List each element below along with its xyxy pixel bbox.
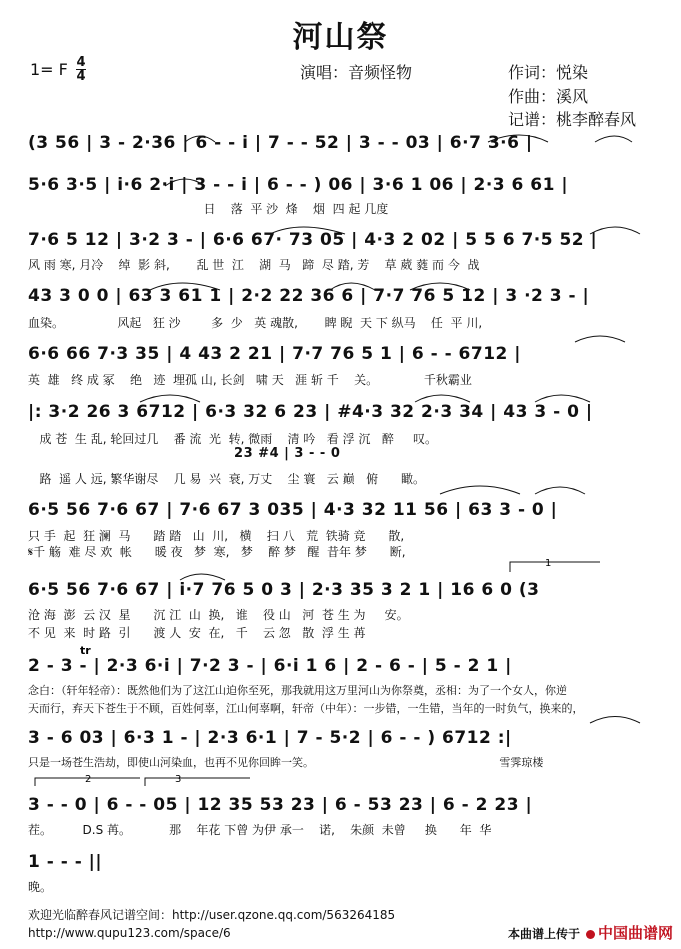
notation-row-9: 2 - 3 - | 2·3 6·i | 7·2 3 - | 6·i 1 6 | 2 - 6 - | 5 - 2 1 | xyxy=(28,656,512,676)
notation-row-6b: 23 #4 | 3 - - 0 xyxy=(28,446,341,461)
score-title: 河山祭 xyxy=(292,20,389,55)
notation-row-2: 5·6 3·5 | i·6 2·i | 3 - - i | 6 - - ) 06 | 3·6 1 06 | 2·3 6 61 | xyxy=(28,175,569,195)
lyric-row-12: 晚。 xyxy=(28,880,53,894)
composer-credit: 作曲：溪风 xyxy=(508,87,589,106)
lyric-row-11: 茬。 D.S 苒。 那 年花 下曾 为伊 承一 诺, 朱颜 未曾 换 年 华 xyxy=(28,823,492,837)
lyric-row-5: 英 雄 终 成 冢 绝 迹 埋孤 山, 长剑 啸 天 涯 斩 千 关。 千秋霸业 xyxy=(28,373,472,387)
notation-row-11: 3 - - 0 | 6 - - 05 | 12 35 53 23 | 6 - 53 23 | 6 - 2 23 | xyxy=(28,795,533,815)
time-sig-bottom: 4 xyxy=(76,69,86,84)
badge-brand: 中国曲谱网 xyxy=(597,924,673,942)
lyric-row-2: 日 落 平 沙 烽 烟 四 起 几度 xyxy=(28,202,389,216)
notation-row-7: 6·5 56 7·6 67 | 7·6 67 3 035 | 4·3 32 11 56 | 63 3 - 0 | xyxy=(28,500,558,520)
lyric-row-6: 成 苍 生 乱, 轮回过几 番 流 光 转, 微雨 清 吟 看 浮 沉 醉 叹。 xyxy=(28,432,437,446)
lyricist-credit: 作词：悦染 xyxy=(508,63,589,82)
lyric-row-10: 只是一场苍生浩劫，即使山河染血，也再不见你回眸一笑。 雪霁琼楼 xyxy=(28,756,544,769)
lyric-row-8a: 沧 海 澎 云 汉 星 沉 江 山 换, 谁 役 山 河 苍 生 为 安。 xyxy=(28,608,409,622)
notation-row-10: 3 - 6 03 | 6·3 1 - | 2·3 6·1 | 7 - 5·2 | 6 - - ) 6712 :| xyxy=(28,728,512,748)
key-signature: 1= F xyxy=(30,60,68,79)
narration-line-1: 念白：（轩年轻帝）：既然他们为了这江山迫你至死，那我就用这万里河山为你祭奠，丞相：为了一个女人，你逆 xyxy=(28,684,567,697)
trill-mark: tr xyxy=(80,644,91,657)
notation-row-4: 43 3 0 0 | 63 3 61 1 | 2·2 22 36 6 | 7·7 76 5 12 | 3 ·2 3 - | xyxy=(28,286,590,306)
notation-credit: 记谱：桃李醉春风 xyxy=(508,110,637,129)
notation-row-5: 6·6 66 7·3 35 | 4 43 2 21 | 7·7 76 5 1 | 6 - - 6712 | xyxy=(28,344,521,364)
volta-2-label: 2 xyxy=(85,774,92,785)
footer-line-2: http://www.qupu123.com/space/6 xyxy=(28,926,231,940)
singer-credit: 演唱：音频怪物 xyxy=(300,63,413,82)
notation-row-3: 7·6 5 12 | 3·2 3 - | 6·6 67· 73 05 | 4·3 2 02 | 5 5 6 7·5 52 | xyxy=(28,230,598,250)
logo-dot-icon xyxy=(586,930,595,939)
narration-line-2: 天而行，弃天下苍生于不顾，百姓何辜，江山何辜啊，轩帝（中年）：一步错，一生错，当年的一时负气，换来的， xyxy=(28,702,584,715)
notation-row-12: 1 - - - || xyxy=(28,852,103,872)
lyric-row-7b: 𝄋千 觞 难 尽 欢 帐 暖 夜 梦 寒, 梦 醉 梦 醒 昔年 梦 断, xyxy=(28,545,406,559)
notation-row-1: (3 56 | 3 - 2·36 | 6 - - i | 7 - - 52 | 3 - - 03 | 6·7 3·6 | xyxy=(28,133,533,153)
lyric-row-4: 血染。 风起 狂 沙 多 少 英 魂散, 睥 睨 天 下 纵马 任 平 川, xyxy=(28,316,483,330)
volta-3-label: 3 xyxy=(175,774,182,785)
time-sig-top: 4 xyxy=(76,55,86,70)
notation-row-6: |: 3·2 26 3 6712 | 6·3 32 6 23 | #4·3 32 2·3 34 | 43 3 - 0 | xyxy=(28,402,593,422)
site-badge xyxy=(508,922,673,943)
lyric-row-6b: 路 遥 人 远, 繁华谢尽 几 易 兴 衰, 万丈 尘 寰 云 巅 俯 瞰。 xyxy=(28,472,425,486)
volta-1-label: 1 xyxy=(545,558,552,569)
lyric-row-3: 风 雨 寒, 月冷 绰 影 斜, 乱 世 江 湖 马 蹄 尽 踏, 芳 草 葳 蕤 而 今 战 xyxy=(28,258,480,272)
lyric-row-8b: 不 见 来 时 路 引 渡 人 安 在, 千 云 忽 散 浮 生 苒 xyxy=(28,626,366,640)
lyric-row-7a: 只 手 起 狂 澜 马 踏 踏 山 川, 横 扫 八 荒 铁骑 竞 散, xyxy=(28,529,405,543)
notation-row-8: 6·5 56 7·6 67 | i·7 76 5 0 3 | 2·3 35 3 2 1 | 16 6 0 (3 xyxy=(28,580,540,600)
time-signature xyxy=(76,56,86,83)
footer-line-1: 欢迎光临醉春风记谱空间：http://user.qzone.qq.com/563264185 xyxy=(28,908,396,922)
badge-prefix: 本曲谱上传于 xyxy=(507,927,580,941)
